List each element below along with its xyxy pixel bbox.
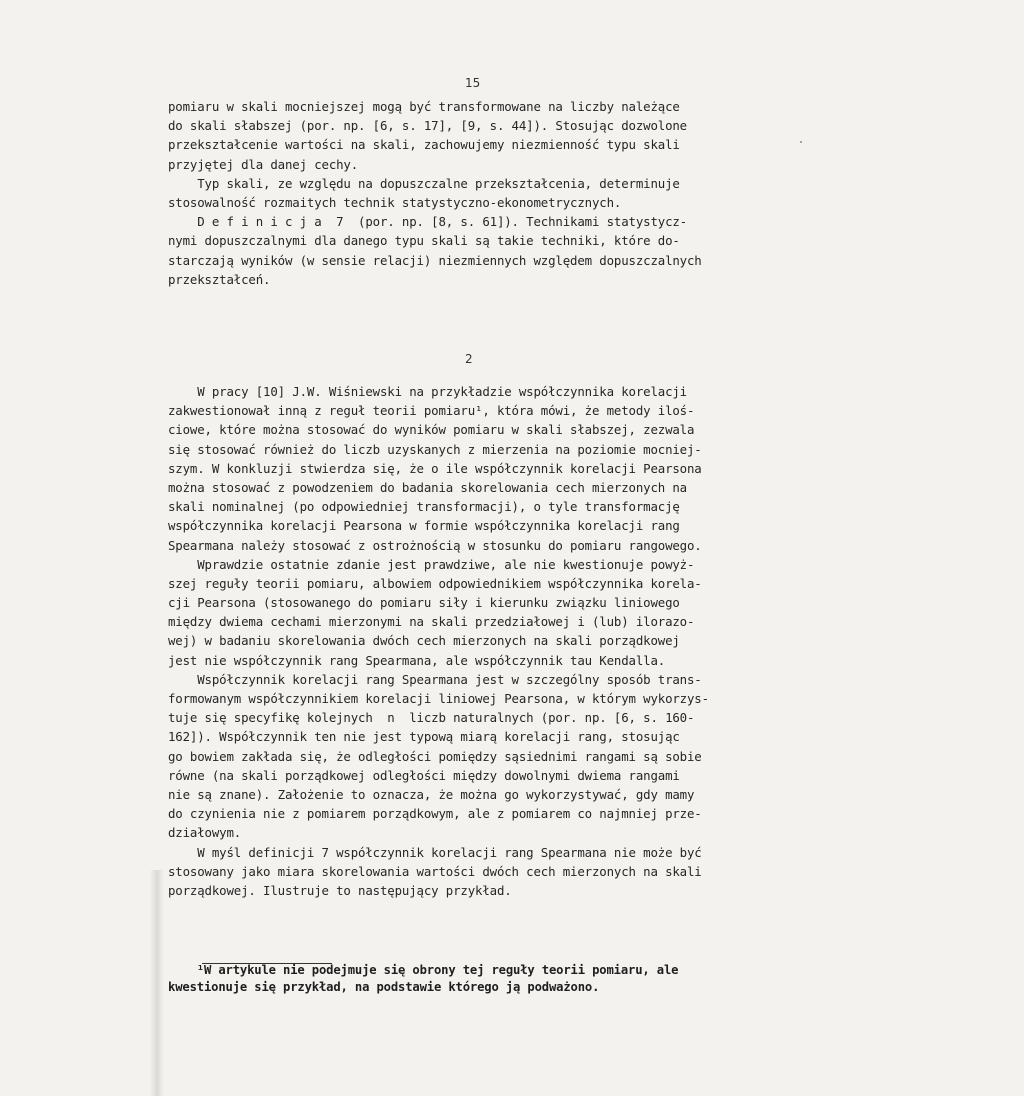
text-line: D e f i n i c j a 7 (por. np. [8, s. 61]). Technikami statystycz-	[168, 214, 687, 230]
text-line: przekształceń.	[168, 271, 271, 287]
text-line: porządkowej. Ilustruje to następujący przykład.	[168, 882, 512, 898]
text-line: stosowany jako miara skorelowania wartości dwóch cech mierzonych na skali	[168, 863, 702, 879]
text-line: można stosować z powodzeniem do badania skorelowania cech mierzonych na	[168, 479, 687, 495]
text-line: nie są znane). Założenie to oznacza, że można go wykorzystywać, gdy mamy	[168, 786, 695, 802]
text-line: jest nie współczynnik rang Spearmana, ale współczynnik tau Kendalla.	[168, 652, 666, 668]
text-line: szej reguły teorii pomiaru, albowiem odpowiednikiem współczynnika korela-	[168, 575, 702, 591]
footnote-line: ¹W artykule nie podejmuje się obrony tej reguły teorii pomiaru, ale	[168, 963, 679, 977]
text-line: tuje się specyfikę kolejnych n liczb naturalnych (por. np. [6, s. 160-	[168, 710, 695, 726]
text-line: przekształcenie wartości na skali, zachowujemy niezmienność typu skali	[168, 137, 680, 153]
text-line: równe (na skali porządkowej odległości między dowolnymi dwiema rangami	[168, 767, 680, 783]
text-line: cji Pearsona (stosowanego do pomiaru siły i kierunku związku liniowego	[168, 595, 680, 611]
text-line: starczają wyników (w sensie relacji) niezmiennych względem dopuszczalnych	[168, 252, 702, 268]
footnote	[168, 962, 800, 996]
text-line: formowanym współczynnikiem korelacji liniowej Pearsona, w którym wykorzys-	[168, 691, 709, 706]
text-line: Wprawdzie ostatnie zdanie jest prawdziwe, ale nie kwestionuje powyż-	[168, 556, 695, 572]
text-line: do skali słabszej (por. np. [6, s. 17], [9, s. 44]). Stosując dozwolone	[168, 118, 687, 134]
text-line: skali nominalnej (po odpowiedniej transformacji), o tyle transformację	[168, 499, 680, 515]
text-line: Spearmana należy stosować z ostrożnością w stosunku do pomiaru rangowego.	[168, 537, 702, 553]
text-line: Współczynnik korelacji rang Spearmana jest w szczególny sposób trans-	[168, 671, 702, 687]
text-line: szym. W konkluzji stwierdza się, że o ile współczynnik korelacji Pearsona	[168, 460, 702, 476]
text-line: stosowalność rozmaitych technik statystyczno-ekonometrycznych.	[168, 194, 622, 210]
text-line: W pracy [10] J.W. Wiśniewski na przykładzie współczynnika korelacji	[168, 384, 687, 399]
text-line: przyjętej dla danej cechy.	[168, 156, 359, 172]
footnote-line: kwestionuje się przykład, na podstawie którego ją podważono.	[168, 980, 600, 994]
text-line: pomiaru w skali mocniejszej mogą być transformowane na liczby należące	[168, 99, 680, 114]
text-line: wej) w badaniu skorelowania dwóch cech mierzonych na skali porządkowej	[168, 633, 680, 649]
text-line: działowym.	[168, 825, 242, 841]
text-line: się stosować również do liczb uzyskanych z mierzenia na poziomie mocniej-	[168, 441, 702, 457]
page-number: 15	[465, 76, 481, 90]
text-line: zakwestionował inną z reguł teorii pomiaru¹, która mówi, że metody iloś-	[168, 403, 695, 419]
text-line: W myśl definicji 7 współczynnik korelacji rang Spearmana nie może być	[168, 844, 702, 860]
text-line: ciowe, które można stosować do wyników pomiaru w skali słabszej, zezwala	[168, 422, 695, 438]
paragraph-block-section-2	[168, 382, 800, 900]
text-line: 162]). Współczynnik ten nie jest typową miarą korelacji rang, stosując	[168, 729, 680, 745]
text-line: nymi dopuszczalnymi dla danego typu skali są takie techniki, które do-	[168, 233, 680, 249]
text-line: współczynnika korelacji Pearsona w formie współczynnika korelacji rang	[168, 518, 680, 534]
binding-shadow	[150, 870, 164, 1096]
section-number: 2	[465, 352, 473, 366]
text-line: go bowiem zakłada się, że odległości pomiędzy sąsiednimi rangami są sobie	[168, 748, 702, 764]
text-line: Typ skali, ze względu na dopuszczalne przekształcenia, determinuje	[168, 175, 680, 191]
paragraph-block-definition	[168, 97, 800, 289]
scan-speck	[800, 141, 802, 143]
text-line: do czynienia nie z pomiarem porządkowym, ale z pomiarem co najmniej prze-	[168, 806, 702, 822]
text-line: między dwiema cechami mierzonymi na skali przedziałowej i (lub) ilorazo-	[168, 614, 695, 630]
